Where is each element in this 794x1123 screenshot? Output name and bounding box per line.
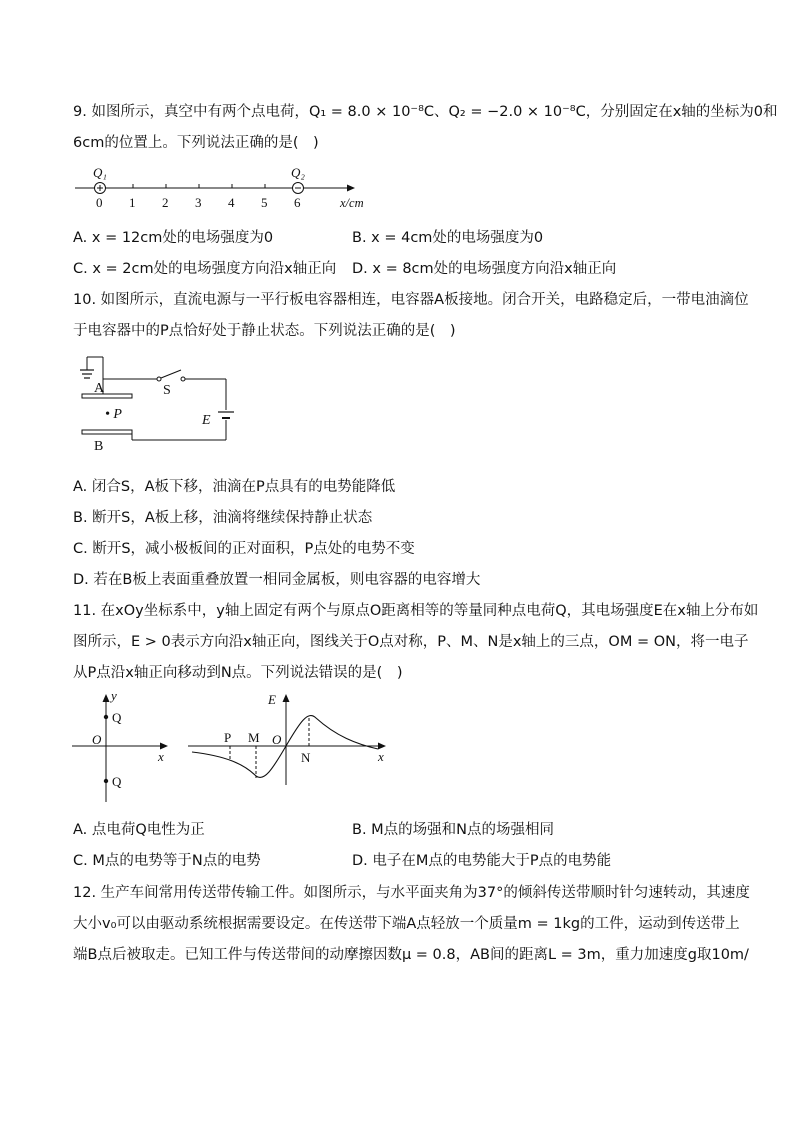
tick-label-2: 2 xyxy=(162,195,169,210)
charge-q-top xyxy=(104,715,108,719)
y-axis-label: y xyxy=(111,690,117,703)
q10-stem-line-2: 于电容器中的P点恰好处于静止状态。下列说法正确的是( ) xyxy=(73,323,456,339)
tick-label-6: 6 xyxy=(294,195,301,210)
source-e-label: E xyxy=(202,413,211,428)
field-curve xyxy=(192,716,378,778)
q11-charges-figure xyxy=(72,690,172,810)
plate-b-label: B xyxy=(94,439,104,454)
q11-stem-line-2: 图所示，E > 0表示方向沿x轴正向，图线关于O点对称，P、M、N是x轴上的三点，OM = ON，将一电子 xyxy=(73,634,749,650)
point-p-label: P xyxy=(224,730,232,745)
point-m-label: M xyxy=(248,730,260,745)
q9-stem-line-2: 6cm的位置上。下列说法正确的是( ) xyxy=(73,135,319,151)
q11-option-d[interactable]: D. 电子在M点的电势能大于P点的电势能 xyxy=(352,853,612,869)
graph-x-label: x xyxy=(378,749,384,764)
q11-stem-line-1: 11. 在xOy坐标系中，y轴上固定有两个与原点O距离相等的等量同种点电荷Q，其电场强度E在x轴上分布如 xyxy=(73,603,759,619)
q11-option-b[interactable]: B. M点的场强和N点的场强相同 xyxy=(352,822,555,838)
switch-label: S xyxy=(163,383,171,398)
graph-origin-label: O xyxy=(272,732,282,747)
q10-stem-line-1: 10. 如图所示，直流电源与一平行板电容器相连，电容器A板接地。闭合开关，电路稳定后，一带电油滴位 xyxy=(73,292,749,308)
plate-b xyxy=(82,430,132,434)
q9-axis-label: x/cm xyxy=(340,196,364,210)
q1-label: Q₁ xyxy=(93,165,107,180)
tick-label-5: 5 xyxy=(261,195,268,210)
q9-ticks xyxy=(133,184,265,188)
q9-stem-line-1: 9. 如图所示，真空中有两个点电荷，Q₁ = 8.0 × 10⁻⁸C、Q₂ = −2.0 × 10⁻⁸C，分别固定在x轴的坐标为0和 xyxy=(73,104,778,120)
q12-stem-line-2: 大小v₀可以由驱动系统根据需要设定。在传送带下端A点轻放一个质量m = 1kg的工件，运动到传送带上 xyxy=(73,916,740,932)
q11-option-a[interactable]: A. 点电荷Q电性为正 xyxy=(73,822,205,838)
q10-circuit-figure xyxy=(72,352,242,462)
x-axis-label: x xyxy=(158,749,164,764)
point-p-label: • P xyxy=(105,407,122,422)
q9-axis-arrow xyxy=(347,185,355,192)
q12-stem-line-3: 端B点后被取走。已知工件与传送带间的动摩擦因数μ = 0.8，AB间的距离L = 3m，重力加速度g取10m/ xyxy=(73,947,749,963)
switch-s xyxy=(161,370,181,378)
q10-option-c[interactable]: C. 断开S，减小极板间的正对面积，P点处的电势不变 xyxy=(73,541,415,557)
charge-q-bottom xyxy=(104,779,108,783)
tick-label-3: 3 xyxy=(195,195,202,210)
q2-label: Q₂ xyxy=(291,165,305,180)
e-axis-label: E xyxy=(268,692,276,707)
q-bottom-label: Q xyxy=(112,774,122,789)
q-top-label: Q xyxy=(112,710,122,725)
q9-option-b[interactable]: B. x = 4cm处的电场强度为0 xyxy=(352,230,544,246)
plate-a-label: A xyxy=(94,381,105,396)
q12-stem-line-1: 12. 生产车间常用传送带传输工件。如图所示，与水平面夹角为37°的倾斜传送带顺时针匀速转动，其速度 xyxy=(73,885,750,901)
q9-option-d[interactable]: D. x = 8cm处的电场强度方向沿x轴正向 xyxy=(352,261,617,277)
q10-option-b[interactable]: B. 断开S，A板上移，油滴将继续保持静止状态 xyxy=(73,510,373,526)
q11-field-graph xyxy=(186,690,396,790)
plate-a xyxy=(82,394,132,398)
q9-option-c[interactable]: C. x = 2cm处的电场强度方向沿x轴正向 xyxy=(73,261,337,277)
tick-label-0: 0 xyxy=(96,195,103,210)
q11-stem-line-3: 从P点沿x轴正向移动到N点。下列说法错误的是( ) xyxy=(73,665,403,681)
q10-option-d[interactable]: D. 若在B板上表面重叠放置一相同金属板，则电容器的电容增大 xyxy=(73,572,481,588)
q9-figure xyxy=(70,164,390,214)
point-n-label: N xyxy=(301,750,311,765)
tick-label-4: 4 xyxy=(228,195,235,210)
q11-option-c[interactable]: C. M点的电势等于N点的电势 xyxy=(73,853,261,869)
q9-option-a[interactable]: A. x = 12cm处的电场强度为0 xyxy=(73,230,274,246)
tick-label-1: 1 xyxy=(129,195,136,210)
origin-label: O xyxy=(92,732,102,747)
q10-option-a[interactable]: A. 闭合S，A板下移，油滴在P点具有的电势能降低 xyxy=(73,479,396,495)
